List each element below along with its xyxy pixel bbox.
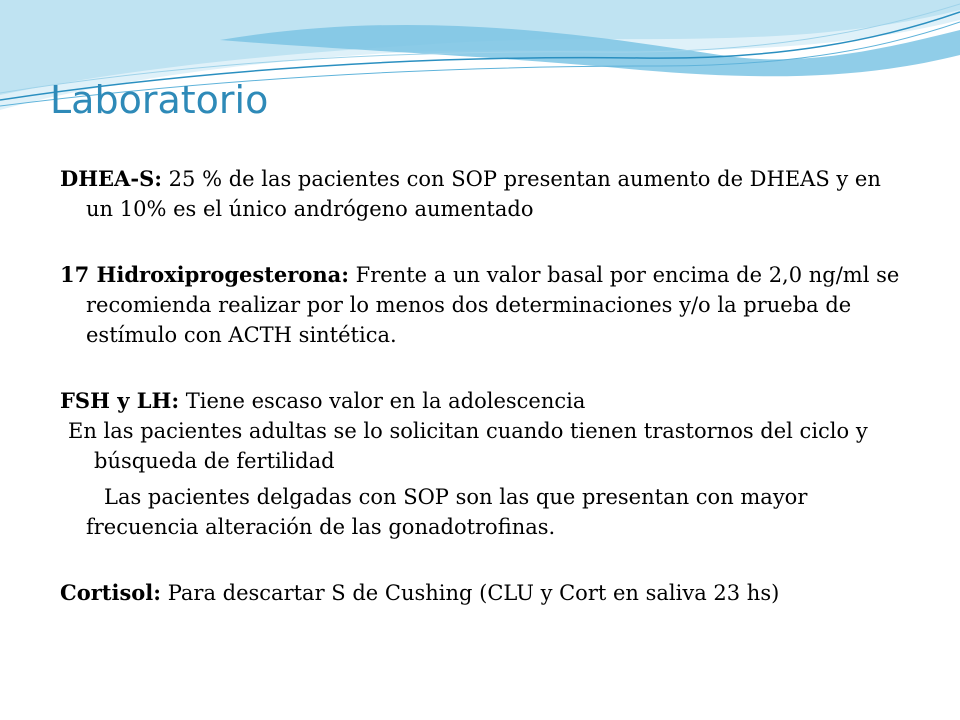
term-label: FSH y LH: (60, 388, 180, 413)
term-text: 25 % de las pacientes con SOP presentan aumento de DHEAS y en un 10% es el único andrógeno aumentado (86, 167, 881, 221)
paragraph-thin-patients (60, 482, 910, 542)
term-label: Cortisol: (60, 580, 162, 605)
paragraph-cortisol (60, 578, 910, 608)
term-text: Tiene escaso valor en la adolescencia (179, 389, 586, 413)
paragraph-fsh-lh (60, 386, 910, 416)
term-label: 17 Hidroxiprogesterona: (60, 262, 349, 287)
slide-title: Laboratorio (50, 78, 269, 122)
paragraph-17-hidroxiprogesterona (60, 260, 910, 350)
paragraph-text: Las pacientes delgadas con SOP son las que presentan con mayor frecuencia alteración de las gonadotrofinas. (86, 485, 808, 539)
term-label: DHEA-S: (60, 166, 162, 191)
paragraph-adult-patients (60, 416, 910, 476)
term-text: Frente a un valor basal por encima de 2,0 ng/ml se recomienda realizar por lo menos dos determinaciones y/o la prueba de estímulo con ACTH sintética. (86, 263, 900, 347)
paragraph-text: En las pacientes adultas se lo solicitan cuando tienen trastornos del ciclo y búsqueda de fertilidad (68, 419, 868, 473)
term-text: Para descartar S de Cushing (CLU y Cort en saliva 23 hs) (161, 581, 780, 605)
paragraph-dhea-s (60, 164, 910, 224)
slide-body (60, 164, 910, 608)
